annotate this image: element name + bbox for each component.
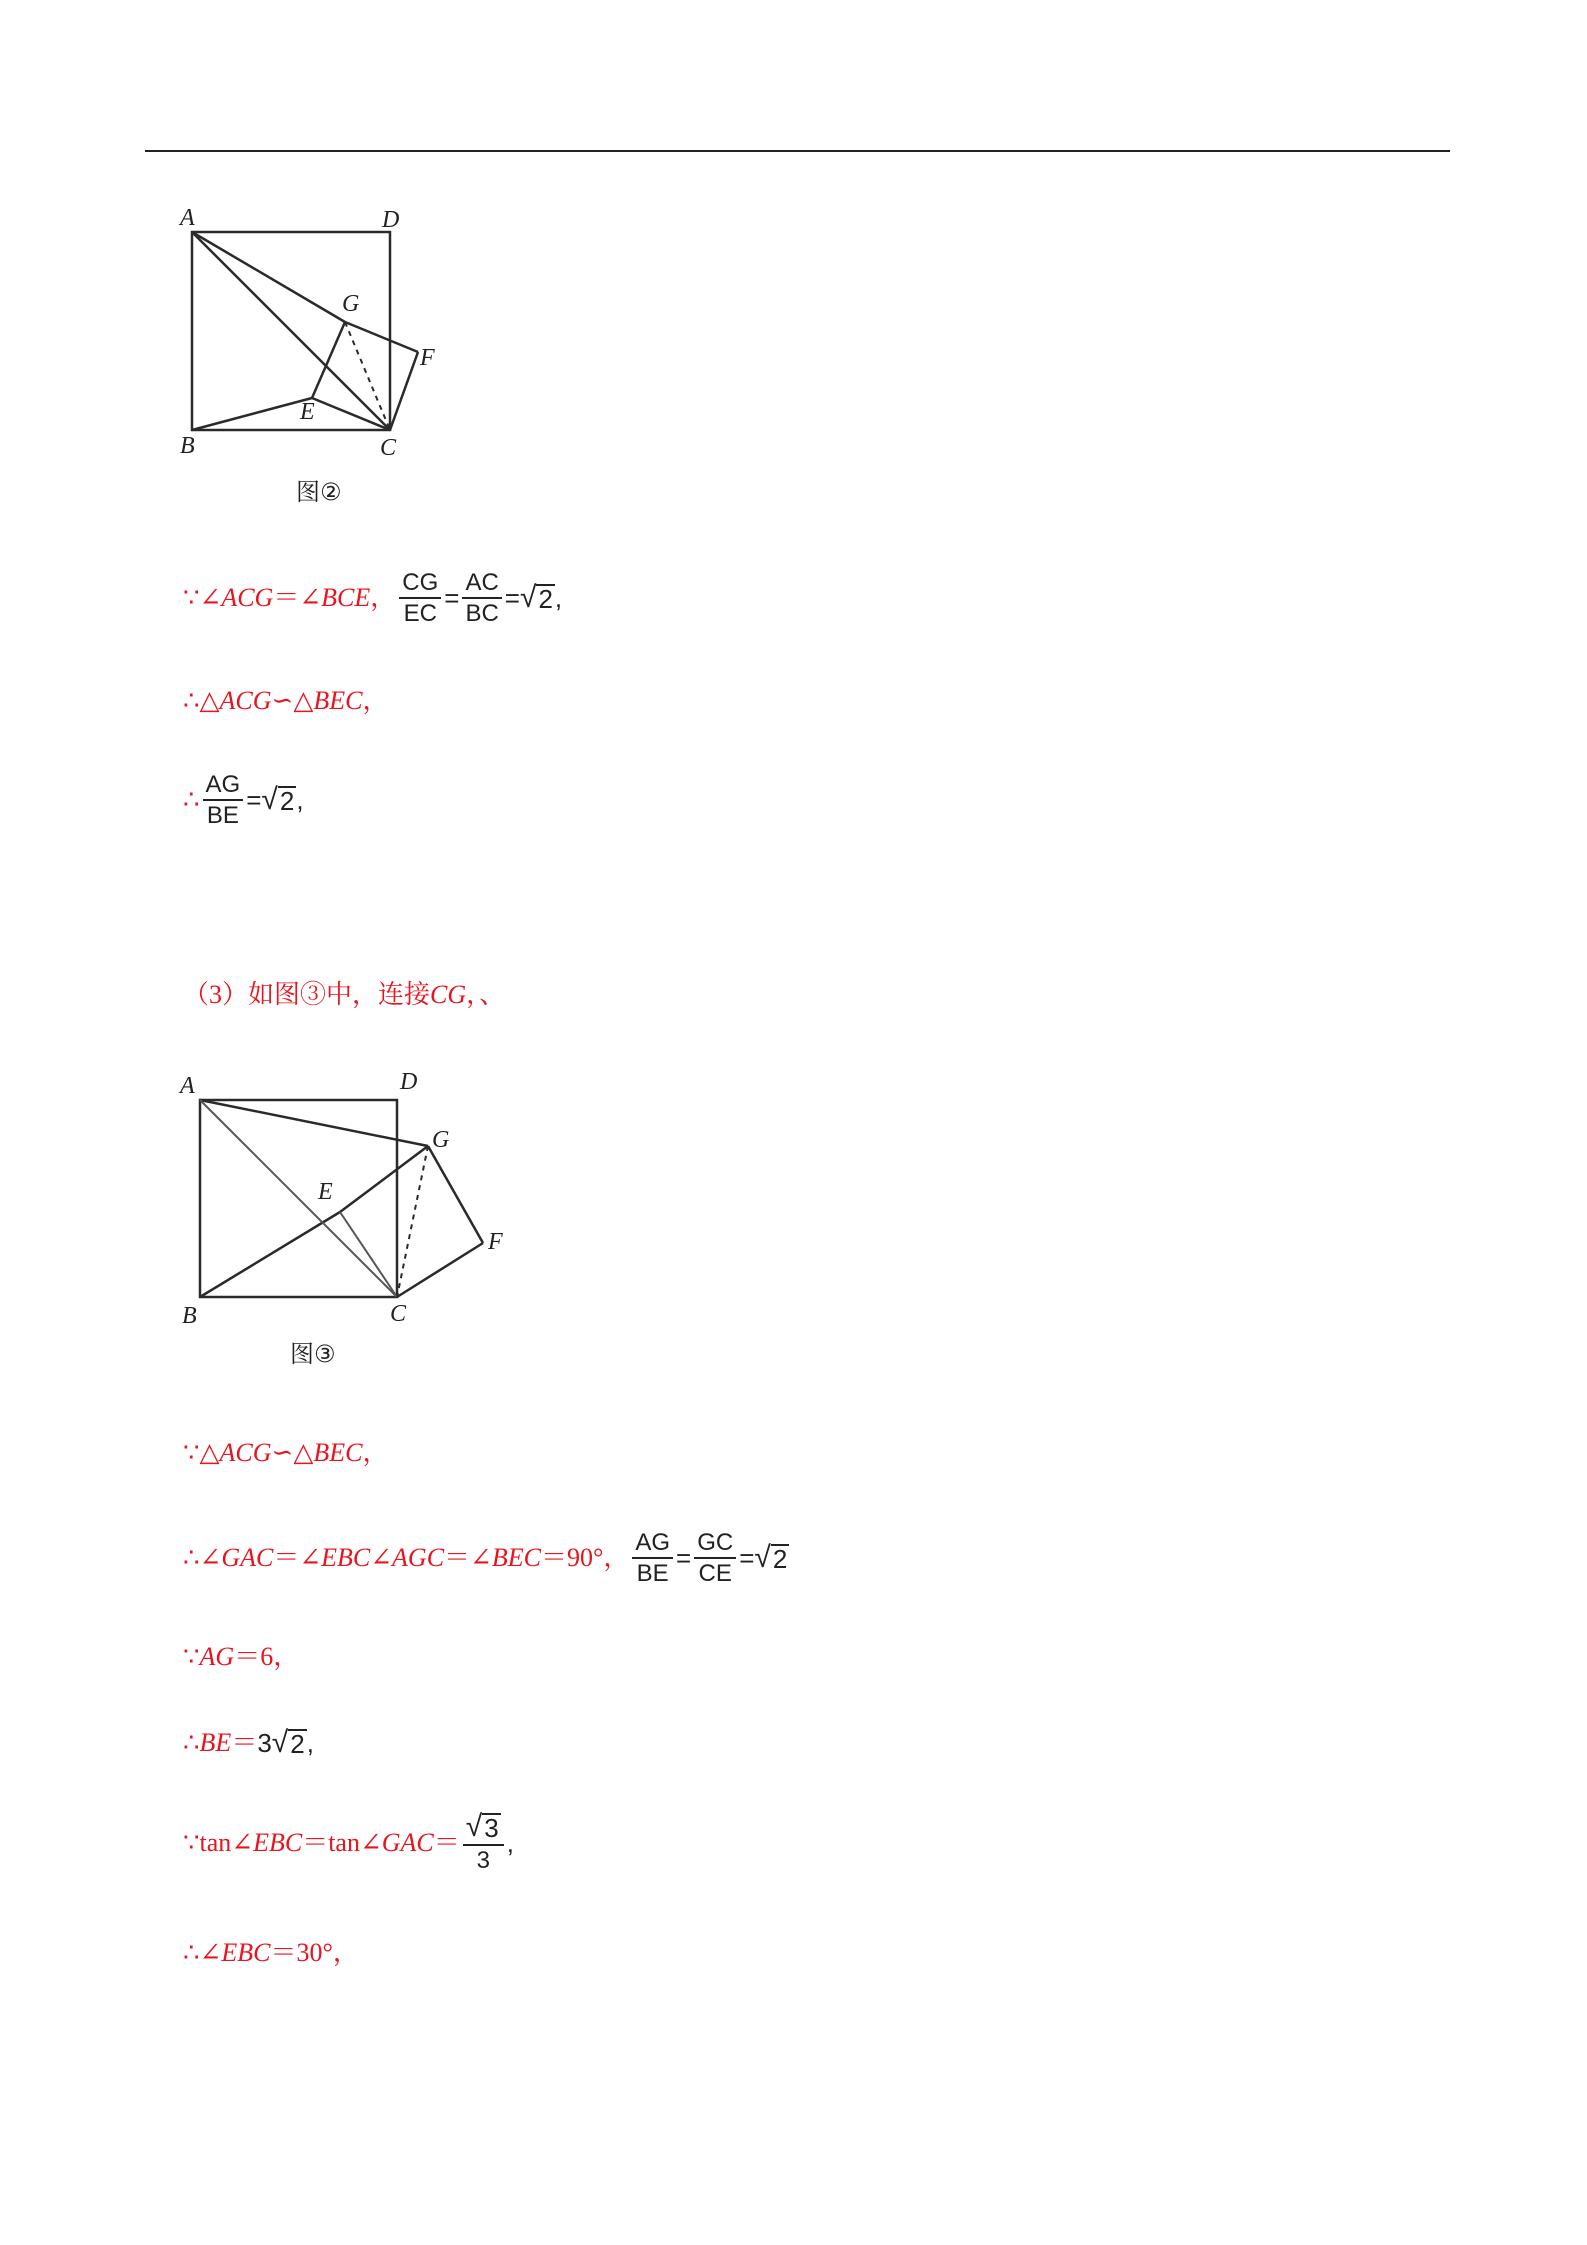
fraction-ag-be: $\frac{AG}{BE}$	[203, 772, 244, 828]
figure-3	[0, 1060, 1587, 1380]
point-c: C	[380, 435, 397, 461]
point-a: A	[180, 1073, 195, 1099]
segment-gf	[428, 1146, 483, 1243]
point-f: F	[488, 1229, 503, 1255]
figure-3-drawing	[0, 1060, 1587, 1380]
segment-gf	[345, 322, 418, 352]
point-e: E	[318, 1179, 333, 1205]
segment-be	[200, 1212, 340, 1297]
solution-line-4: （3）如图③中，连接 CG ，、	[183, 980, 506, 1009]
fraction-ac-bc: $\frac{AC}{BC}$	[462, 570, 501, 626]
solution-line-10: ∴∠ EBC ＝30°，	[183, 1938, 359, 1967]
sqrt-2: √ 2	[271, 1726, 305, 1759]
segment-ec	[312, 398, 390, 430]
point-a: A	[180, 205, 195, 231]
segment-be	[192, 398, 312, 430]
segment-fc	[397, 1243, 483, 1297]
figure-3-caption: 图③	[290, 1340, 336, 1368]
fraction-sqrt3-over-3: √ 3 3	[463, 1812, 504, 1873]
segment-ac	[200, 1100, 397, 1297]
point-d: D	[400, 1069, 418, 1095]
point-e: E	[300, 399, 315, 425]
segment-ec	[340, 1212, 397, 1297]
solution-line-7: ∵ AG ＝6，	[183, 1642, 300, 1671]
solution-line-9: ∵tan∠ EBC ＝tan∠ GAC ＝ √ 3 3 ,	[183, 1810, 514, 1874]
fraction-cg-ec: $\frac{CG}{EC}$	[399, 570, 441, 626]
segment-ac	[192, 232, 390, 430]
solution-line-2: ∴△ ACG ∽△ BEC ，	[183, 686, 389, 715]
segment-eg	[340, 1146, 428, 1212]
solution-line-3: ∴ $\frac{AG}{BE}$ = √ 2 ,	[183, 771, 304, 830]
point-b: B	[182, 1303, 197, 1329]
point-g: G	[432, 1127, 450, 1153]
segment-eg	[312, 322, 345, 398]
sqrt-2: √ 2	[261, 783, 295, 817]
fraction-ag-be: $\frac{AG}{BE}$	[632, 1530, 673, 1586]
solution-line-5: ∵△ ACG ∽△ BEC ，	[183, 1438, 389, 1467]
point-c: C	[390, 1301, 407, 1327]
solution-line-1: ∵∠ ACG ＝∠ BCE ， $\frac{CG}{EC}$ = $\frac{AC}{BC}$ = √ 2 ,	[183, 569, 563, 628]
sqrt-2: √ 2	[519, 581, 553, 615]
point-b: B	[180, 433, 195, 459]
fraction-gc-ce: $\frac{GC}{CE}$	[694, 1530, 736, 1586]
segment-fc	[390, 352, 418, 430]
segment-ag	[200, 1100, 428, 1146]
solution-line-6: ∴∠ GAC ＝∠ EBC ∠ AGC ＝∠ BEC ＝90°， $\frac{AG}{BE}$ = $\frac{GC}{CE}$ = √ 2	[183, 1529, 788, 1588]
solution-line-8: ∴ BE ＝ 3 √ 2 ,	[183, 1726, 314, 1759]
point-d: D	[382, 207, 400, 233]
point-g: G	[342, 291, 360, 317]
figure-2-drawing	[0, 0, 1587, 520]
point-f: F	[420, 345, 435, 371]
segment-gc-dashed	[397, 1146, 428, 1297]
sqrt-2: √ 2	[754, 1541, 788, 1575]
figure-2	[0, 0, 1587, 520]
figure-2-caption: 图②	[296, 478, 342, 506]
